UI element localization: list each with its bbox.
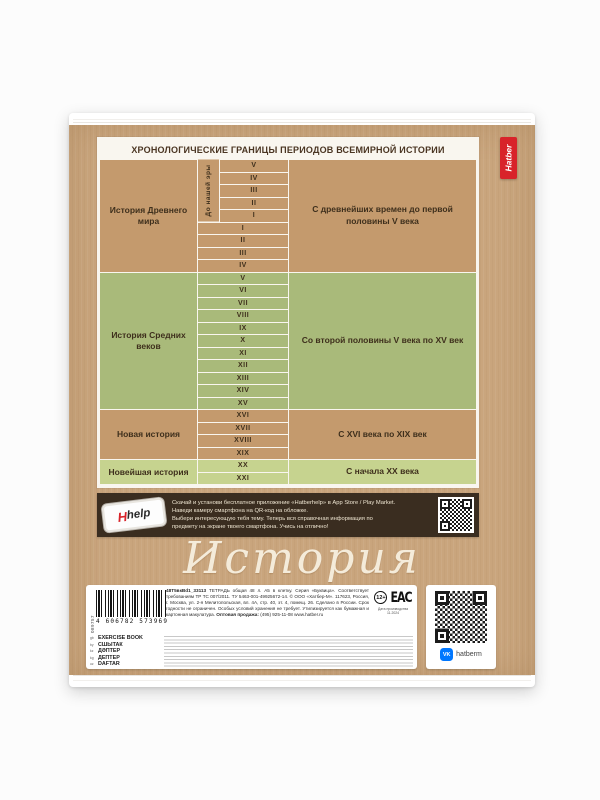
barcode-block	[90, 588, 169, 633]
century-cell: II	[220, 198, 288, 210]
century-cell: XXI	[198, 473, 288, 485]
translation-item	[90, 648, 160, 655]
century-cell: XVII	[198, 423, 288, 435]
product-code: 48Т5вкВd1_33113	[166, 588, 207, 593]
century-cell: XVI	[198, 410, 288, 422]
fine-print	[164, 636, 413, 668]
range-cell: Со второй половины V века по XV век	[289, 273, 476, 410]
lang-code: gb	[90, 636, 94, 640]
translations-list	[90, 635, 160, 668]
page-edge-top	[73, 113, 531, 125]
vk-handle: hatberm	[456, 651, 482, 658]
lang-word: СШЫТАК	[98, 641, 123, 648]
century-cell: III	[198, 248, 288, 260]
translation-item	[90, 661, 160, 668]
app-promo-text	[172, 499, 432, 531]
lang-code: kg	[90, 655, 94, 660]
century-cell: II	[198, 235, 288, 247]
serial-number: 089757	[90, 614, 95, 633]
translation-item	[90, 642, 160, 649]
hatber-logo	[500, 137, 517, 179]
century-cell: IV	[220, 173, 288, 185]
notebook-back-cover	[69, 113, 535, 687]
subject-title: История	[183, 533, 421, 584]
range-cell: С начала XX века	[289, 460, 476, 484]
hhelp-logo: H	[116, 508, 128, 525]
century-cell: XIII	[198, 373, 288, 385]
smartphone-icon: H help	[100, 496, 167, 534]
lang-word: EXERCISE BOOK	[98, 635, 143, 641]
lang-word: ДӘПТЕР	[98, 648, 121, 655]
century-cell: XX	[198, 460, 288, 472]
centuries-column	[198, 160, 288, 272]
century-cell: XII	[198, 360, 288, 372]
table-section	[100, 160, 476, 272]
page-edge-bottom	[73, 675, 531, 687]
century-cell: V	[198, 273, 288, 285]
lang-code: by	[90, 642, 94, 647]
promo-line: Выбери интересующую тебя тему. Теперь вся справочная информация по	[172, 516, 373, 522]
product-info-text: 48Т5вкВd1_33113 ТЕТРАДЬ общая 48 л. А5 в клетку. Серия «Буквица». Соответствует требованиям ТР ТС 007/2011. ТУ 5463-001-49925672-14. © ООО «Хатбер-М». 117623, Россия, г. Москва, ул. 2-я Мелитопольская, вл. 4А, стр. 40, эт. 4, помещ. 26. Сделано в России. Срок годности не ограничен. Особых условий хранения не требует. Утилизируется как бумажная и картонная макулатура. Оптовая продажа: (495) 925-11-08 www.hatber.ru	[166, 588, 369, 617]
bce-label: До нашей эры	[198, 160, 219, 222]
century-cell: VIII	[198, 310, 288, 322]
century-cell: VII	[198, 298, 288, 310]
centuries-column	[198, 410, 288, 459]
qr-code-icon	[438, 497, 474, 533]
age-badge: 12+	[374, 591, 387, 604]
century-cell: XV	[198, 398, 288, 410]
table-title: ХРОНОЛОГИЧЕСКИЕ ГРАНИЦЫ ПЕРИОДОВ ВСЕМИРНОЙ ИСТОРИИ	[131, 145, 445, 155]
century-cell: I	[198, 223, 288, 235]
period-cell: Новейшая история	[100, 460, 197, 484]
range-cell: С XVI века по XIX век	[289, 410, 476, 459]
history-table	[97, 137, 479, 488]
century-cell: XIV	[198, 385, 288, 397]
century-cell: V	[220, 160, 288, 172]
lang-word: DAFTAR	[98, 661, 120, 668]
century-cell: X	[198, 335, 288, 347]
lang-code: kz	[90, 649, 94, 654]
qr-code-icon	[433, 589, 489, 645]
century-cell: XIX	[198, 448, 288, 460]
century-cell: IV	[198, 260, 288, 272]
app-promo-bar	[97, 493, 479, 537]
eac-mark-icon: ЕАС	[390, 589, 412, 606]
centuries-column	[198, 460, 288, 484]
wholesale-label: Оптовая продажа:	[216, 612, 259, 617]
period-cell: Новая история	[100, 410, 197, 459]
century-cell: XVIII	[198, 435, 288, 447]
lang-word: ДЕПТЕР	[98, 654, 120, 661]
table-section	[100, 460, 476, 484]
period-cell: История Средних веков	[100, 273, 197, 410]
qr-sticker	[426, 585, 496, 669]
century-cell: I	[220, 210, 288, 222]
table-section	[100, 273, 476, 410]
wholesale-contact: (495) 925-11-08 www.hatber.ru	[260, 612, 324, 617]
table-section	[100, 410, 476, 459]
hatber-logo-text: Hatber	[503, 144, 514, 172]
promo-line: Скачай и установи бесплатное приложение «Hatberhelp» в App Store / Play Market.	[172, 500, 396, 506]
promo-line: предмету на экране твоего смартфона. Учись на отлично!	[172, 524, 329, 530]
promo-line: Наведи камеру смартфона на QR-код на обложке.	[172, 508, 308, 514]
bce-centuries	[220, 160, 288, 222]
cover	[69, 125, 535, 675]
century-cell: XI	[198, 348, 288, 360]
product-label	[86, 585, 417, 669]
century-cell: IX	[198, 323, 288, 335]
bce-block	[198, 160, 288, 222]
period-cell: История Древнего мира	[100, 160, 197, 272]
translation-item	[90, 635, 160, 642]
barcode-number: 4 606782 573969	[96, 618, 169, 625]
history-table-body	[100, 160, 476, 484]
lang-code: uz	[90, 662, 94, 667]
translation-item	[90, 655, 160, 662]
range-cell: С древнейших времен до первой половины V века	[289, 160, 476, 272]
century-cell: III	[220, 185, 288, 197]
vk-icon: VK	[440, 648, 453, 661]
production-date: Дата производства 11.2024	[378, 607, 408, 616]
century-cell: VI	[198, 285, 288, 297]
centuries-column	[198, 273, 288, 410]
barcode	[96, 590, 168, 617]
